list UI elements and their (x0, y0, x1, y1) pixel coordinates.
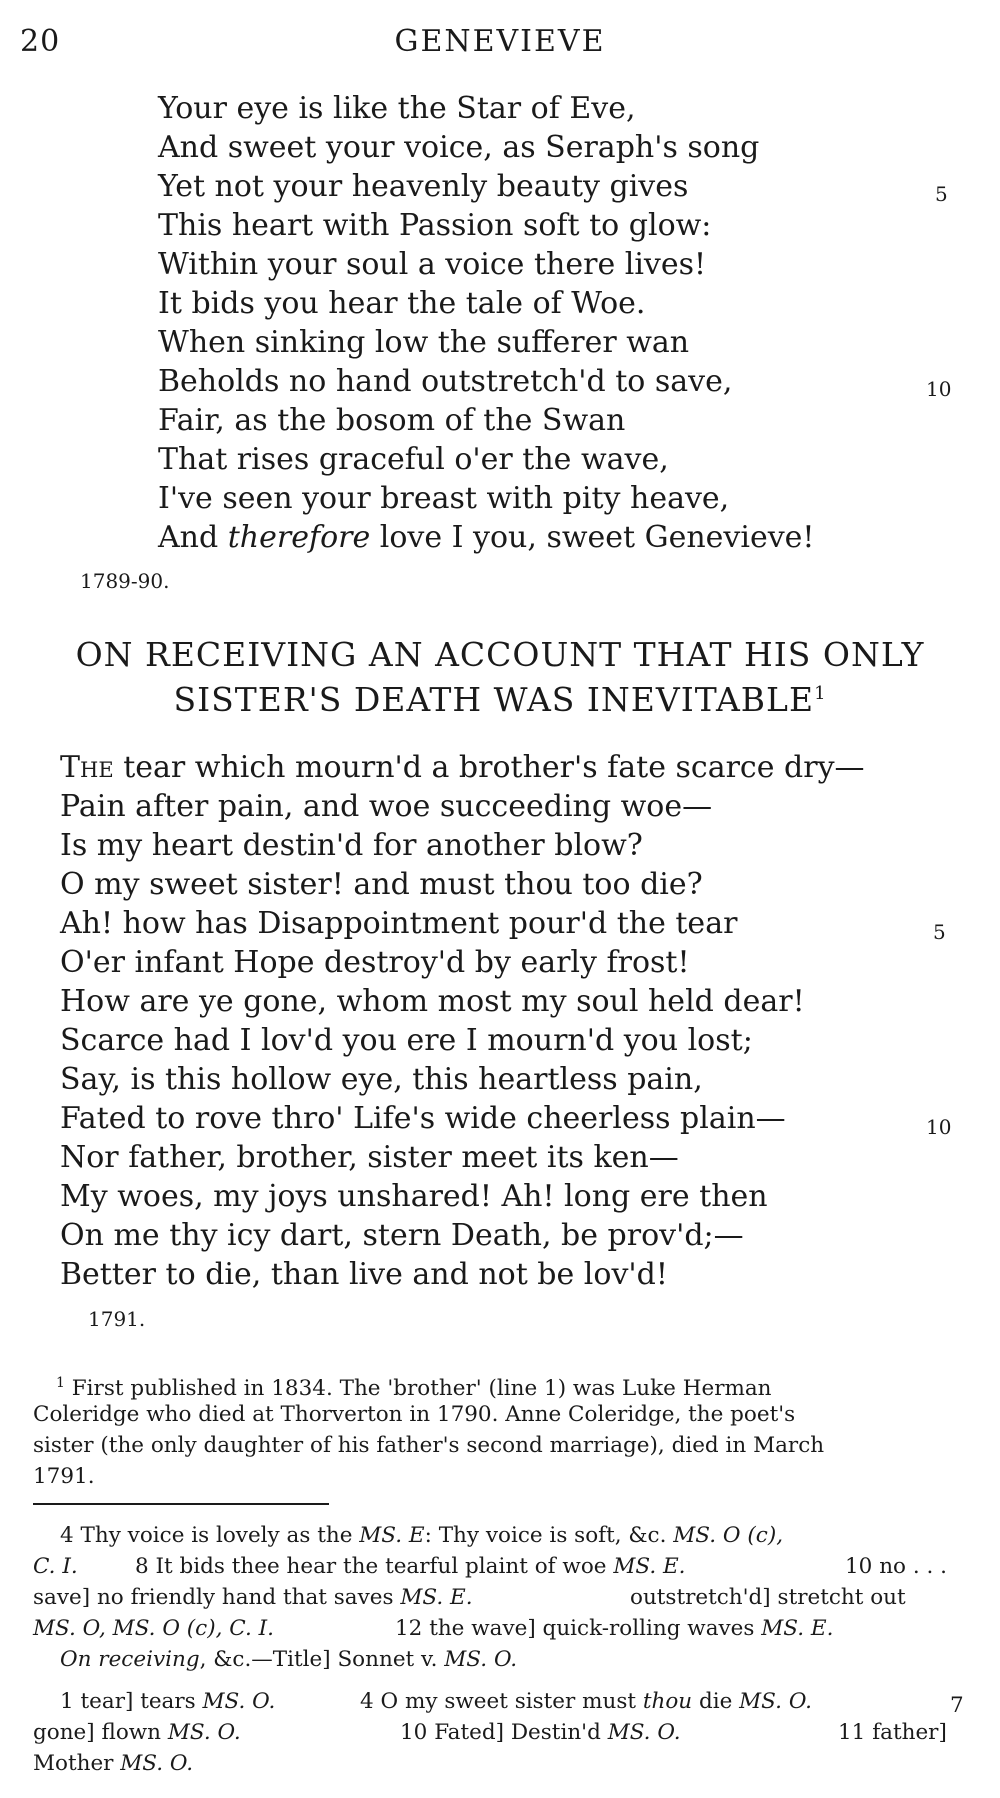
poem-line: Within your soul a voice there lives! (158, 247, 707, 282)
ms-siglum: MS. E. (613, 1554, 686, 1579)
ms-siglum: MS. O. (739, 1689, 813, 1714)
variant-text: Mother (33, 1751, 121, 1776)
ms-siglum: MS. O. (167, 1720, 241, 1745)
variant-line: 7 (950, 1693, 964, 1718)
variant-line (60, 1686, 275, 1717)
footnote-marker: 1 (814, 683, 827, 704)
variant-text: die (692, 1689, 740, 1714)
variant-text: 8 It bids thee hear the tearful plaint of woe (135, 1554, 614, 1579)
variant-line (33, 1551, 78, 1582)
variant-text: : Thy voice is soft, &c. (424, 1523, 674, 1548)
variant-text: 4 Thy voice is lovely as the (60, 1523, 360, 1548)
variant-text: save] no friendly hand that saves (33, 1585, 401, 1610)
poem-date: 1789-90. (80, 569, 170, 593)
poem-line: Your eye is like the Star of Eve, (158, 91, 636, 126)
footnote-line: Coleridge who died at Thorverton in 1790. Anne Coleridge, the poet's (33, 1402, 796, 1427)
poem-line: Nor father, brother, sister meet its ken— (60, 1140, 679, 1175)
poem-line: That rises graceful o'er the wave, (158, 442, 669, 477)
poem-line: Scarce had I lov'd you ere I mourn'd you lost; (60, 1023, 753, 1058)
ms-siglum: MS. O, MS. O (c), C. I. (33, 1616, 274, 1641)
poem-line (60, 748, 865, 787)
poem-line: Say, is this hollow eye, this heartless pain, (60, 1062, 703, 1097)
variant-text: , &c.—Title] Sonnet v. (199, 1647, 445, 1672)
variant-line (33, 1748, 193, 1779)
poem-line: On me thy icy dart, stern Death, be prov'd;— (60, 1218, 744, 1253)
variant-line (33, 1613, 274, 1644)
poem-line: It bids you hear the tale of Woe. (158, 286, 646, 321)
variant-line (395, 1613, 833, 1644)
poem-line: Better to die, than live and not be lov'd! (60, 1257, 668, 1292)
poem-line: O my sweet sister! and must thou too die? (60, 867, 703, 902)
poem-line-text: And (158, 520, 228, 555)
ms-siglum: MS. O. (120, 1751, 194, 1776)
poem-line: Fair, as the bosom of the Swan (158, 403, 626, 438)
poem-title-text: SISTER'S DEATH WAS INEVITABLE (173, 680, 815, 719)
variant-line (60, 1520, 783, 1551)
variant-line: outstretch'd] stretcht out (630, 1585, 906, 1610)
footnote-divider (33, 1503, 329, 1505)
variant-line (33, 1717, 241, 1748)
line-number: 5 (933, 920, 946, 944)
poem-line: When sinking low the sufferer wan (158, 325, 690, 360)
poem-title-line-1: ON RECEIVING AN ACCOUNT THAT HIS ONLY (75, 635, 925, 674)
poem-line: Yet not your heavenly beauty gives (158, 169, 689, 204)
line-number: 10 (926, 1115, 952, 1139)
variant-text: 4 O my sweet sister must (360, 1689, 643, 1714)
variant-line (400, 1717, 681, 1748)
ms-siglum: MS. O. (607, 1720, 681, 1745)
ms-siglum: MS. E (359, 1523, 425, 1548)
ms-siglum: MS. E. (761, 1616, 834, 1641)
variant-line: 10 no . . . (845, 1554, 947, 1579)
running-title: GENEVIEVE (394, 24, 606, 59)
ms-siglum: MS. O. (202, 1689, 276, 1714)
ms-siglum: MS. E. (400, 1585, 473, 1610)
variant-text: 12 the wave] quick-rolling waves (395, 1616, 762, 1641)
ms-siglum: MS. O. (444, 1647, 518, 1672)
poem-line: And sweet your voice, as Seraph's song (158, 130, 760, 165)
poem-line: Fated to rove thro' Life's wide cheerless plain— (60, 1101, 786, 1136)
variant-line (360, 1686, 812, 1717)
poem-date: 1791. (88, 1307, 146, 1331)
poem-first-word: The (60, 750, 114, 785)
poem-line: Is my heart destin'd for another blow? (60, 828, 643, 863)
line-number: 5 (935, 182, 948, 206)
poem-line: How are ye gone, whom most my soul held dear! (60, 984, 805, 1019)
footnote-line: 1791. (33, 1464, 95, 1489)
ms-siglum: C. I. (33, 1554, 78, 1579)
poem-line-italic: therefore (227, 520, 371, 555)
poem-line-text: tear which mourn'd a brother's fate scarce dry— (113, 750, 865, 785)
poem-line: My woes, my joys unshared! Ah! long ere then (60, 1179, 768, 1214)
line-number: 10 (926, 377, 952, 401)
variant-line (135, 1551, 686, 1582)
ms-siglum: MS. O (c), (673, 1523, 784, 1548)
page-number: 20 (20, 24, 61, 59)
footnote-text: First published in 1834. The 'brother' (line 1) was Luke Herman (71, 1376, 772, 1402)
poem-line: Beholds no hand outstretch'd to save, (158, 364, 733, 399)
poem-line: I've seen your breast with pity heave, (158, 481, 730, 516)
poem-line: Ah! how has Disappointment pour'd the tear (60, 906, 738, 941)
variant-text: gone] flown (33, 1720, 168, 1745)
variant-italic: thou (642, 1689, 693, 1714)
poem-line-text: love I you, sweet Genevieve! (370, 520, 815, 555)
poem-title-line-2 (0, 680, 1000, 719)
variant-line: 11 father] (838, 1720, 947, 1745)
variant-text: 10 Fated] Destin'd (400, 1720, 608, 1745)
variant-italic: On receiving (60, 1647, 200, 1672)
footnote-mark: 1 (56, 1375, 65, 1391)
variant-line (33, 1582, 473, 1613)
poem-line: Pain after pain, and woe succeeding woe— (60, 789, 713, 824)
variant-line (60, 1644, 517, 1675)
footnote-line: sister (the only daughter of his father's second marriage), died in March (33, 1433, 825, 1458)
poem-line: O'er infant Hope destroy'd by early frost! (60, 945, 690, 980)
poem-line: This heart with Passion soft to glow: (158, 208, 712, 243)
poem-line (158, 518, 814, 557)
variant-text: 1 tear] tears (60, 1689, 203, 1714)
